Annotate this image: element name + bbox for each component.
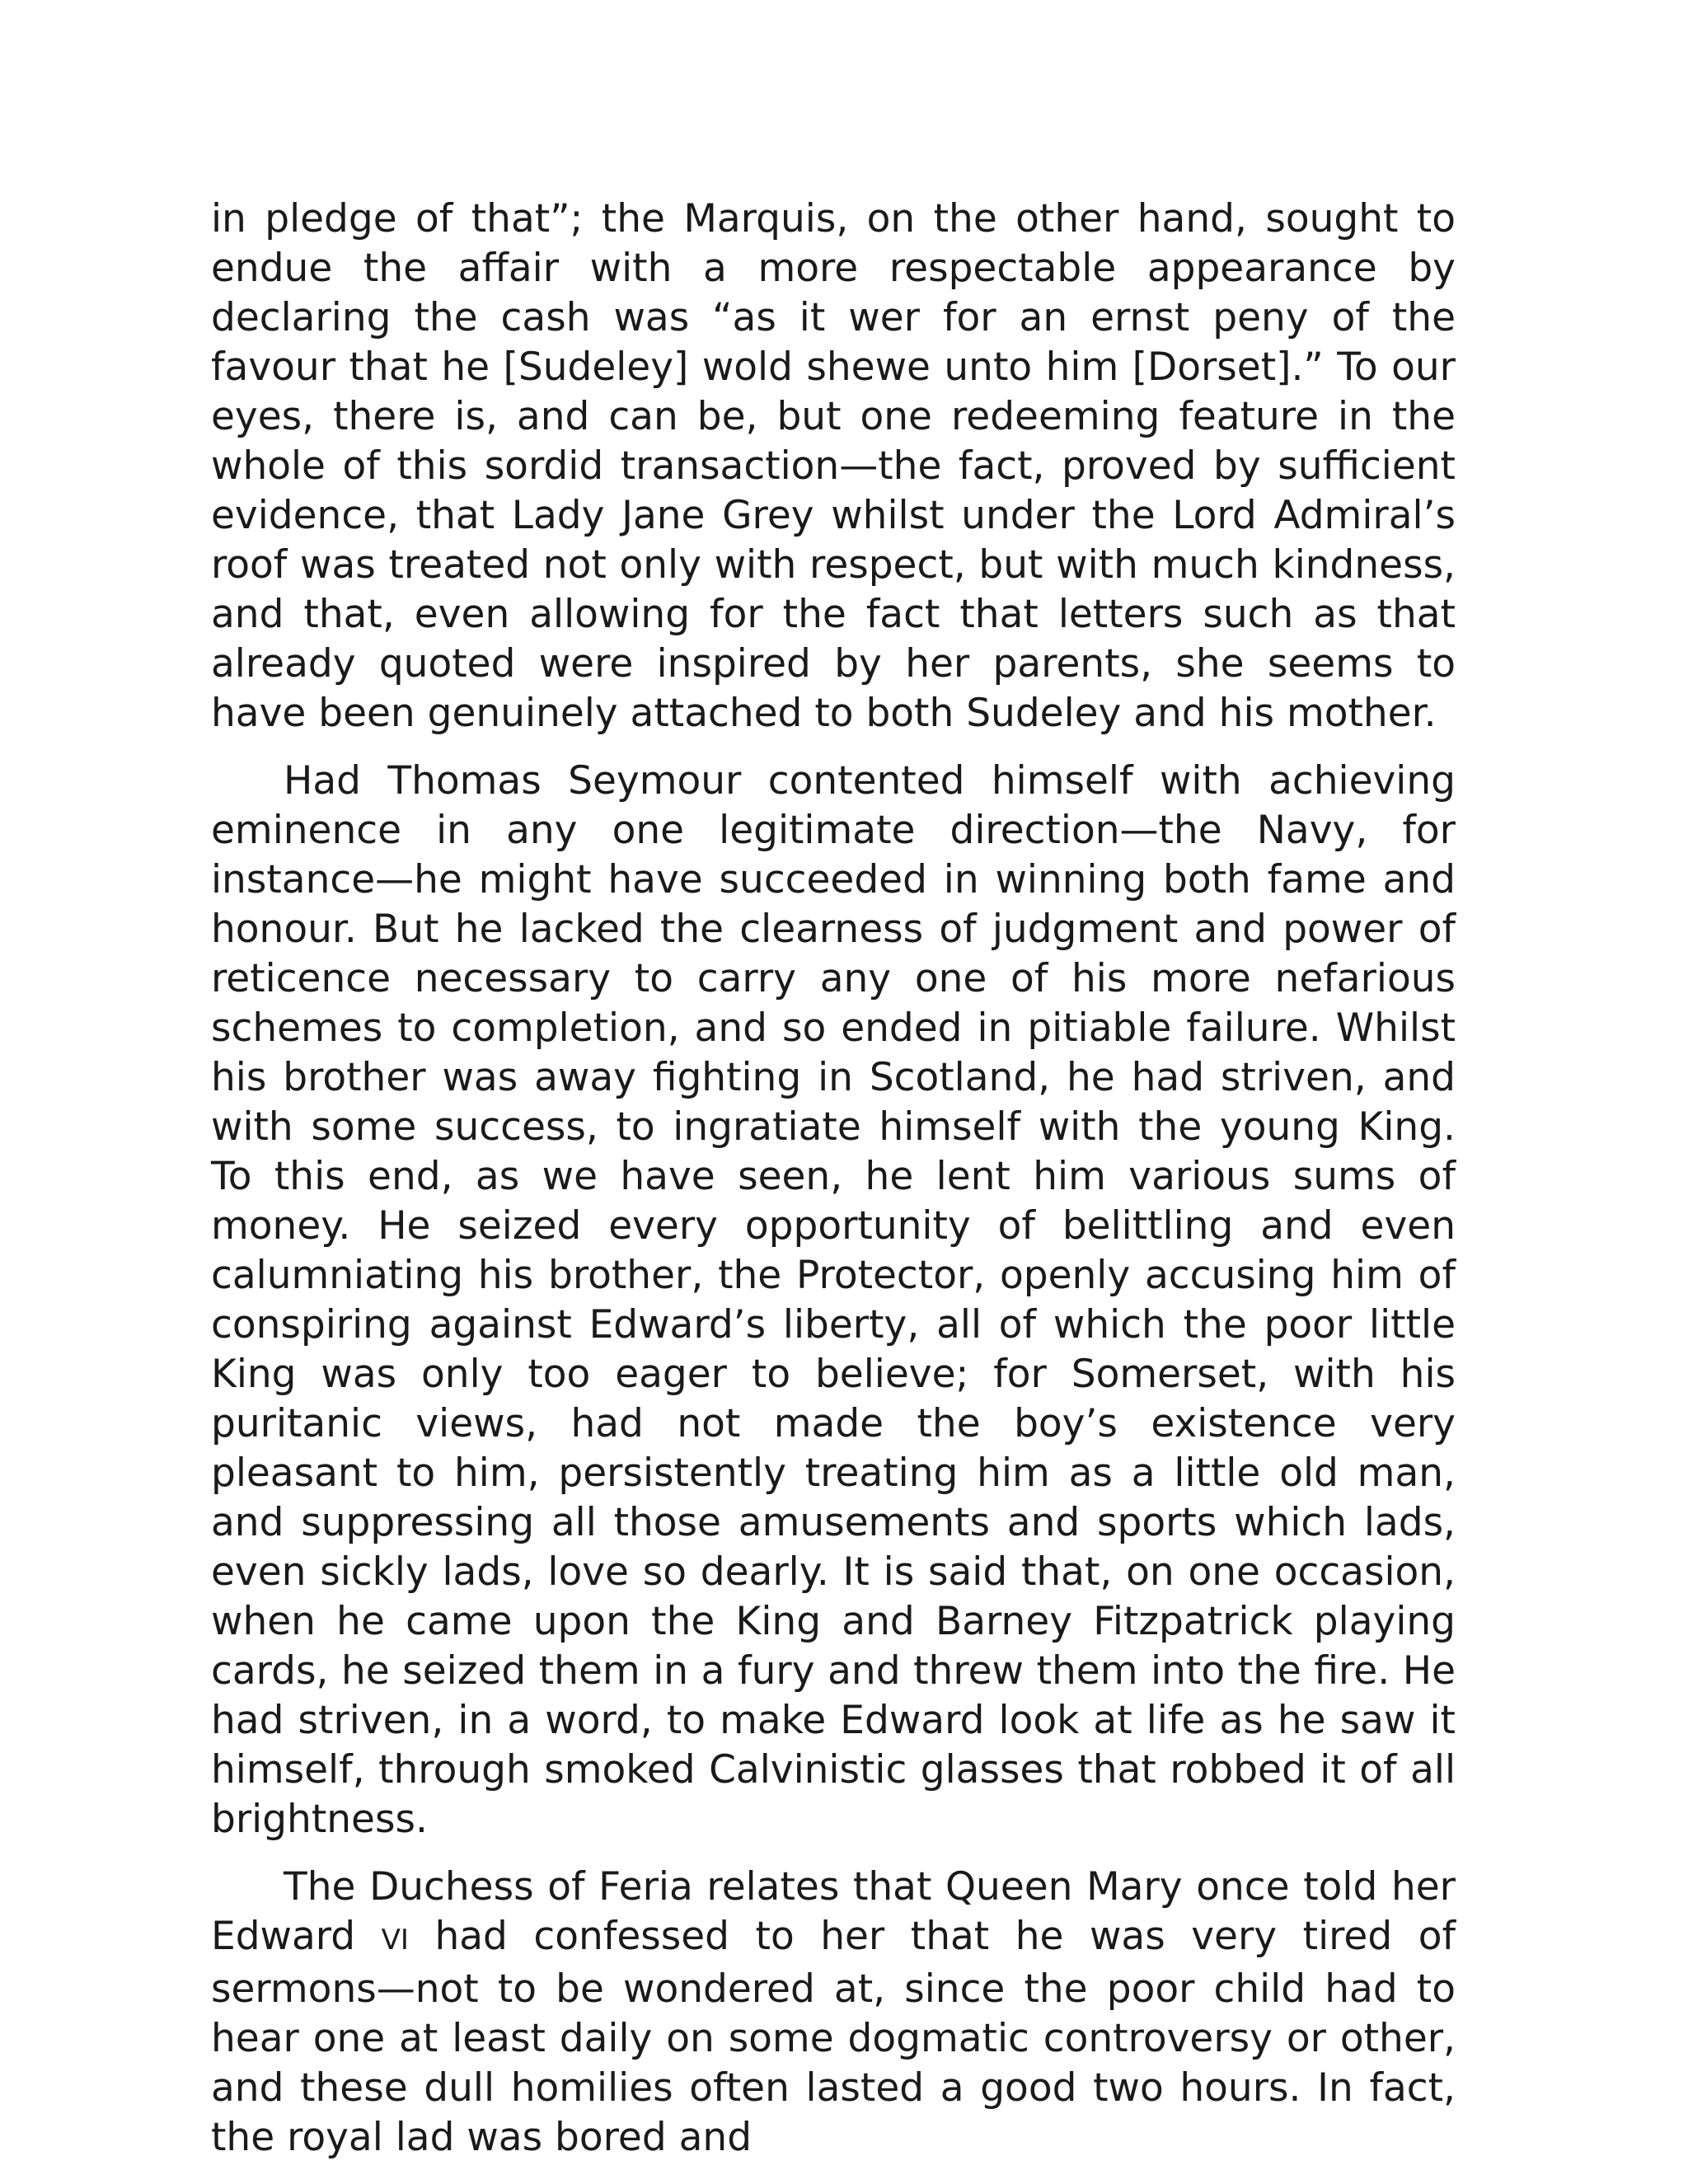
paragraph-1: in pledge of that”; the Marquis, on the other hand, sought to endue the affair with a more respectable appearance by declaring the cash was “as it wer for an ernst peny of the favour that he [Sudeley] wold shewe unto him [Dorset].” To our eyes, there is, and can be, but one redeeming feature in the whole of this sordid transaction—the fact, proved by sufficient evidence, that Lady Jane Grey whilst under the Lord Admiral’s roof was treated not only with respect, but with much kindness, and that, even allowing for the fact that letters such as that already quoted were inspired by her parents, she seems to have been genuinely attached to both Sudeley and his mother. — [211, 196, 1456, 736]
paragraph-3-text-end: had confessed to her that he was very tired of sermons—not to be wondered at, since the poor child had to hear one at least daily on some dogmatic controversy or other, and these dull homilies often lasted a good two hours. In fact, the royal lad was bored and — [211, 1914, 1456, 2160]
page-body — [211, 194, 1456, 2163]
paragraph-3-text-start: The Duchess of Feria relates that Queen Mary once told her Edward — [211, 1864, 1456, 1959]
regnal-number-smallcaps: VI — [381, 1924, 409, 1957]
paragraph-3 — [211, 1863, 1456, 2163]
paragraph-2: Had Thomas Seymour contented himself with achieving eminence in any one legitimate direction—the Navy, for instance—he might have succeeded in winning both fame and honour. But he lacked the clearness of judgment and power of reticence necessary to carry any one of his more nefarious schemes to completion, and so ended in pitiable failure. Whilst his brother was away fighting in Scotland, he had striven, and with some success, to ingratiate himself with the young King. To this end, as we have seen, he lent him various sums of money. He seized every opportunity of belittling and even calumniating his brother, the Protector, openly accusing him of conspiring against Edward’s liberty, all of which the poor little King was only too eager to believe; for Somerset, with his puritanic views, had not made the boy’s existence very pleasant to him, persistently treating him as a little old man, and suppressing all those amusements and sports which lads, even sickly lads, love so dearly. It is said that, on one occasion, when he came upon the King and Barney Fitzpatrick playing cards, he seized them in a fury and threw them into the fire. He had striven, in a word, to make Edward look at life as he saw it himself, through smoked Calvinistic glasses that robbed it of all brightness. — [211, 758, 1456, 1842]
